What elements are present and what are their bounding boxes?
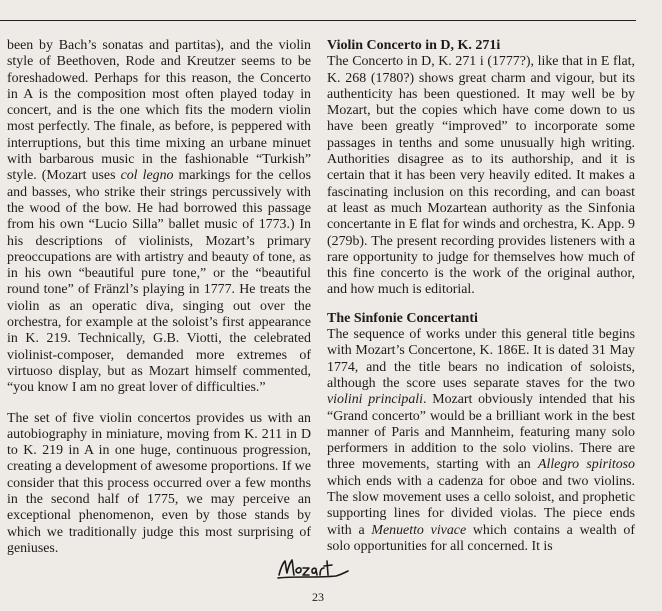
heading-violin-concerto: Violin Concerto in D, K. 271i: [327, 38, 501, 53]
page-number: 23: [312, 590, 324, 604]
left-paragraph-2: The set of five violin concertos provides us with an autobiography in miniature, moving from K. 211 in D to K. 219 in A in one huge, continuous progression, creating a development of awesome proportions. If we consider that this process occurred over a few months in the second half of 1775, we may perceive an exceptional phenomenon, even by those stands by which we traditionally judge this most surprising of geniuses.: [7, 410, 311, 556]
heading-sinfonie-concertanti: The Sinfonie Concertanti: [327, 310, 478, 326]
right-paragraph-1: The Concerto in D, K. 271 i (1777?), like that in E flat, K. 268 (1780?) shows great charm and vigour, but its authenticity has been questioned. It may well be by Mozart, but the copies which have come down to us have been greatly “improved” to incorporate some passages in tenths and some unusually high writing. Authorities disagree as to its authorship, and it is certain that it has been very heavily edited. It makes a fascinating inclusion on this recording, and can boast at least as much Mozartean authority as the Sinfonia concertante in E flat for winds and orchestra, K. App. 9 (279b). The present recording provides listeners with a rare opportunity to judge for themselves how much of this fine concerto is the work of the original author, and how much is editorial.: [327, 54, 635, 298]
right-column: [327, 38, 635, 555]
right-paragraph-2: The sequence of works under this general title begins with Mozart’s Concertone, K. 186E. It is dated 31 May 1774, and the title bears no indication of soloists, although the score uses separate staves for the two violini principali. Mozart obviously intended that his “Grand concerto” would be a brilliant work in the best manner of Paris and Mannheim, featuring many solo performers in addition to the solo violins. There are three movements, starting with an Allegro spiritoso which ends with a cadenza for oboe and two violins. The slow movement uses a cello soloist, and prophetic supporting lines for divided violas. The piece ends with a Menuetto vivace which contains a wealth of solo opportunities for all concerned. It is: [327, 327, 635, 554]
mozart-signature-logo: [276, 557, 352, 581]
left-column: [7, 38, 311, 557]
left-paragraph-1: been by Bach’s sonatas and partitas), and the violin style of Beethoven, Rode and Kreutzer seems to be foreshadowed. Perhaps for this reason, the Concerto in A is the composition most often played today in concert, and is the one which fits the modern violin most perfectly. The finale, as before, is peppered with interruptions, but this time mixing an urbane minuet with barbarous music in the fashionable “Turkish” style. (Mozart uses col legno markings for the cellos and basses, who strike their strings percussively with the wood of the bow. He had borrowed this passage from his own “Lucio Silla” ballet music of 1773.) In his descriptions of violinists, Mozart’s primary preoccupations are with artistry and beauty of tone, as in his own “beautiful pure tone,” or the “beautiful round tone” of Fränzl’s playing in 1777. He treats the violin as an operatic diva, singing out over the orchestra, for example at the soloist’s first appearance in K. 219. Technically, G.B. Viotti, the celebrated violinist-composer, demanded more extremes of virtuoso display, but as Mozart himself commented, “you know I am no great lover of difficulties.”: [7, 38, 311, 396]
top-rule: [0, 20, 636, 21]
